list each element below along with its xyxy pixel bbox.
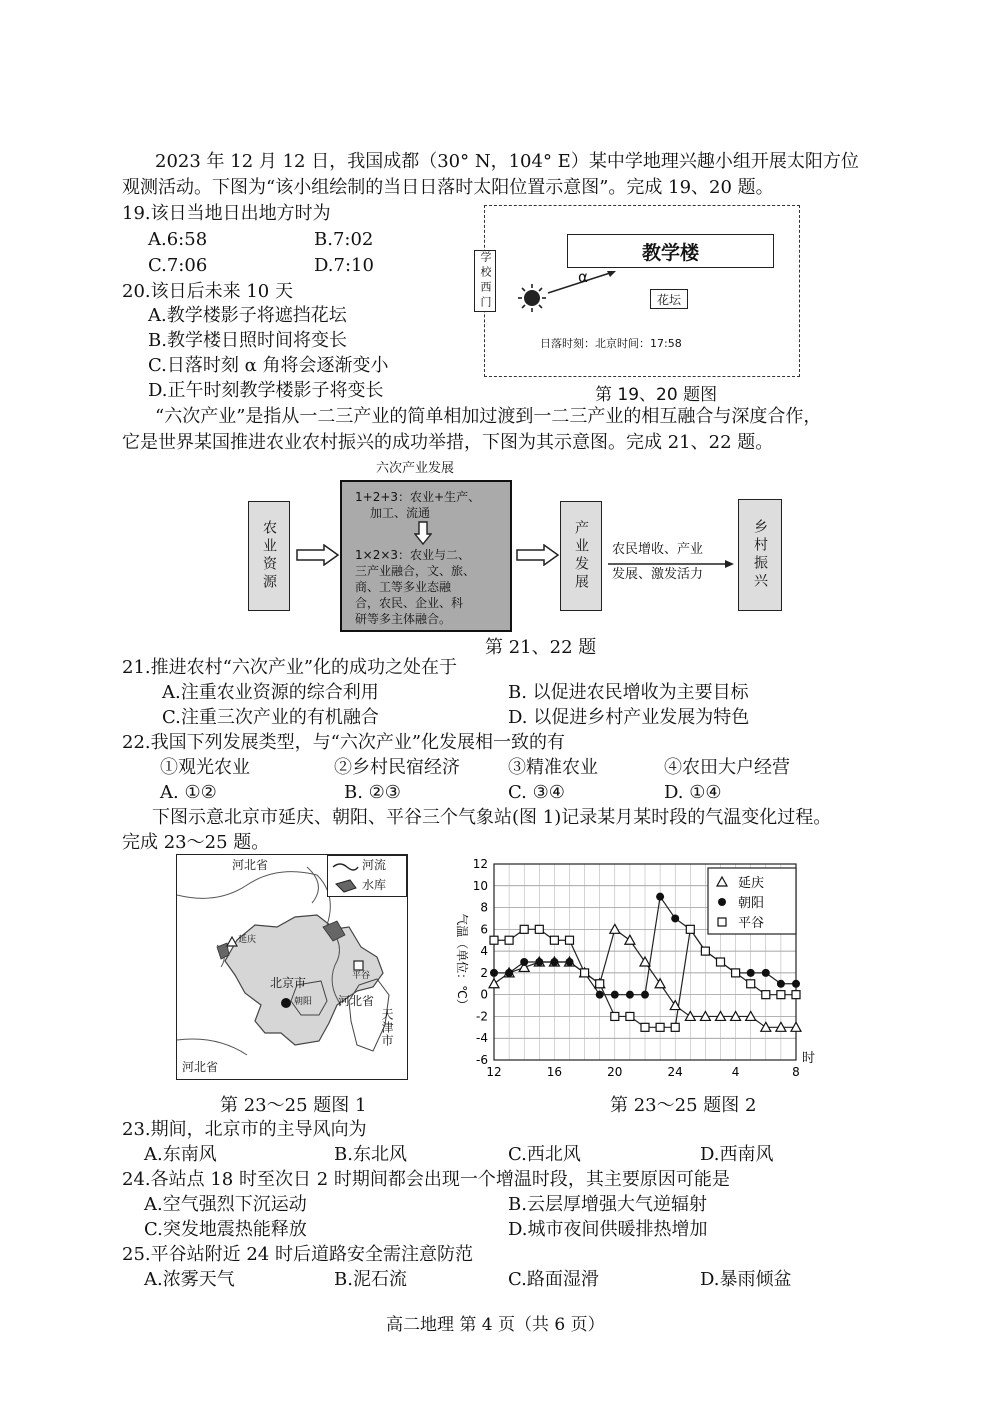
legend-label: 平谷	[738, 916, 765, 931]
river-legend-icon	[333, 864, 358, 870]
arrow-right-icon	[516, 544, 560, 566]
data-point-triangle	[625, 935, 635, 944]
x-tick-label: 20	[607, 1065, 623, 1079]
data-point-square	[747, 980, 755, 988]
q19-option-d: D.7:10	[314, 255, 374, 276]
q24-option-c: C.突发地震热能释放	[144, 1219, 307, 1240]
data-point-square	[581, 969, 589, 977]
sun-sight-line	[510, 260, 620, 315]
intro3-line-2: 完成 23～25 题。	[122, 832, 270, 853]
industry-development-box: 产业发展	[560, 501, 602, 611]
q23-option-d: D.西南风	[700, 1144, 774, 1165]
teaching-building: 教学楼	[567, 234, 774, 268]
q24-option-d: D.城市夜间供暖排热增加	[508, 1219, 708, 1240]
fig-21-22-caption: 第 21、22 题	[485, 637, 597, 658]
arrow-text-line-2: 发展、激发活力	[612, 567, 704, 582]
six-industry-title: 六次产业发展	[376, 461, 455, 476]
data-point-circle	[520, 958, 528, 966]
x-tick-label: 4	[731, 1065, 740, 1079]
rural-revitalization-box: 乡村振兴	[738, 499, 782, 611]
legend-icons	[330, 860, 360, 896]
x-tick-label: 12	[486, 1065, 502, 1079]
q22-option-c: C. ③④	[508, 782, 565, 803]
west-gate-label: 学校西门	[474, 250, 496, 312]
data-point-circle	[671, 914, 679, 922]
data-point-square	[535, 925, 543, 933]
hebei-mid-label: 河北省	[338, 994, 375, 1008]
q22-item-4: ④农田大户经营	[664, 757, 790, 778]
q21-option-b: B. 以促进农民增收为主要目标	[508, 682, 749, 703]
q19-option-a: A.6:58	[148, 229, 208, 250]
data-point-triangle	[640, 957, 650, 966]
q25-option-a: A.浓雾天气	[144, 1269, 235, 1290]
q21-option-a: A.注重农业资源的综合利用	[162, 682, 379, 703]
data-point-circle	[566, 958, 574, 966]
q22-item-3: ③精准农业	[508, 757, 598, 778]
yanqing-label: 延庆	[238, 935, 257, 945]
tianjin-label: 天津市	[380, 1008, 394, 1047]
center-bottom-line-5: 研等多主体融合。	[355, 612, 452, 626]
data-point-square	[777, 991, 785, 999]
q20-option-c: C.日落时刻 α 角将会逐渐变小	[148, 355, 389, 376]
x-tick-label: 16	[546, 1065, 563, 1079]
q22-item-2: ②乡村民宿经济	[334, 757, 460, 778]
intro2-line-2: 它是世界某国推进农业农村振兴的成功举措，下图为其示意图。完成 21、22 题。	[122, 432, 774, 453]
arrow-down-icon	[414, 521, 432, 545]
data-point-circle	[656, 893, 664, 901]
flower-bed: 花坛	[650, 289, 688, 309]
data-point-triangle	[655, 979, 665, 988]
data-point-circle	[792, 980, 800, 988]
legend-label: 朝阳	[738, 896, 765, 911]
legend-label: 延庆	[738, 876, 765, 891]
q23-option-c: C.西北风	[508, 1144, 581, 1165]
q21-option-c: C.注重三次产业的有机融合	[162, 707, 379, 728]
hebei-top-label: 河北省	[232, 858, 269, 872]
q20-stem: 20.该日后未来 10 天	[122, 281, 293, 302]
y-axis-label: 气温（单位：℃）	[455, 913, 469, 1011]
q19-option-c: C.7:06	[148, 255, 208, 276]
chaoyang-label: 朝阳	[294, 997, 313, 1007]
data-point-square	[762, 991, 770, 999]
sun-icon	[518, 284, 546, 312]
y-tick-label: 0	[480, 987, 488, 1002]
q25-option-c: C.路面湿滑	[508, 1269, 599, 1290]
data-point-square	[550, 936, 558, 944]
legend-marker-square	[718, 918, 726, 926]
arrow-text-line-1: 农民增收、产业	[612, 542, 704, 557]
q25-stem: 25.平谷站附近 24 时后道路安全需注意防范	[122, 1244, 473, 1265]
legend-reservoir-label: 水库	[362, 878, 387, 892]
q22-option-d: D. ①④	[664, 782, 722, 803]
q23-stem: 23.期间，北京市的主导风向为	[122, 1119, 367, 1140]
fig-19-20-caption: 第 19、20 题图	[595, 385, 718, 405]
map-caption: 第 23～25 题图 1	[220, 1095, 367, 1116]
data-point-square	[490, 936, 498, 944]
legend-river-label: 河流	[362, 858, 387, 872]
yanqing-marker-icon	[226, 936, 238, 948]
data-point-square	[505, 936, 513, 944]
data-point-square	[732, 969, 740, 977]
y-tick-label: 8	[480, 900, 488, 915]
data-point-square	[641, 1023, 649, 1031]
center-top-line-2: 加工、流通	[370, 506, 431, 520]
intro3-line-1: 下图示意北京市延庆、朝阳、平谷三个气象站(图 1)记录某月某时段的气温变化过程。	[152, 807, 832, 828]
data-point-square	[596, 980, 604, 988]
q22-stem: 22.我国下列发展类型，与“六次产业”化发展相一致的有	[122, 732, 566, 753]
y-tick-label: 4	[480, 944, 488, 959]
center-bottom-line-3: 商、工等多业态融	[355, 580, 452, 594]
q20-option-d: D.正午时刻教学楼影子将变长	[148, 380, 384, 401]
data-point-square	[611, 1012, 619, 1020]
intro-line-2: 观测活动。下图为“该小组绘制的当日日落时太阳位置示意图”。完成 19、20 题。	[122, 177, 774, 198]
data-point-circle	[490, 969, 498, 977]
intro-line-1: 2023 年 12 月 12 日，我国成都（30° N，104° E）某中学地理兴趣小组开展太阳方位	[155, 151, 859, 172]
q24-stem: 24.各站点 18 时至次日 2 时期间都会出现一个增温时段，其主要原因可能是	[122, 1169, 730, 1190]
sunset-time-label: 日落时刻：北京时间：17:58	[540, 337, 682, 350]
beijing-label: 北京市	[270, 976, 307, 990]
q25-option-d: D.暴雨倾盆	[700, 1269, 792, 1290]
data-point-circle	[505, 969, 513, 977]
center-bottom-line-2: 三产业融合，文、旅、	[355, 564, 476, 578]
data-point-square	[626, 1012, 634, 1020]
chaoyang-marker-icon	[279, 996, 293, 1010]
data-point-circle	[747, 969, 755, 977]
q20-option-b: B.教学楼日照时间将变长	[148, 330, 347, 351]
intro2-line-1: “六次产业”是指从一二三产业的简单相加过渡到一二三产业的相互融合与深度合作，	[155, 406, 822, 427]
data-point-circle	[777, 980, 785, 988]
y-tick-label: 6	[480, 922, 488, 937]
y-tick-label: 10	[472, 878, 488, 893]
data-point-square	[656, 1023, 664, 1031]
hebei-bottom-label: 河北省	[182, 1060, 219, 1074]
data-point-square	[520, 925, 528, 933]
center-top-line-1: 1+2+3：农业+生产、	[355, 490, 481, 504]
data-point-circle	[762, 969, 770, 977]
q21-option-d: D. 以促进乡村产业发展为特色	[508, 707, 750, 728]
q20-option-a: A.教学楼影子将遮挡花坛	[148, 305, 347, 326]
data-point-square	[566, 936, 574, 944]
y-tick-label: -6	[476, 1053, 488, 1067]
q21-stem: 21.推进农村“六次产业”化的成功之处在于	[122, 657, 458, 678]
data-point-square	[686, 925, 694, 933]
page-footer: 高二地理 第 4 页（共 6 页）	[386, 1315, 605, 1335]
arrow-right-icon	[296, 544, 340, 566]
q24-option-a: A.空气强烈下沉运动	[144, 1194, 307, 1215]
q22-item-1: ①观光农业	[160, 757, 250, 778]
data-point-square	[671, 1023, 679, 1031]
q19-option-b: B.7:02	[314, 229, 374, 250]
chart-caption: 第 23～25 题图 2	[610, 1095, 757, 1116]
y-tick-label: -4	[476, 1031, 488, 1046]
data-point-triangle	[610, 924, 620, 933]
pinggu-label: 平谷	[352, 971, 371, 981]
q22-option-a: A. ①②	[160, 782, 217, 803]
agri-resources-box: 农业资源	[248, 501, 290, 611]
data-point-circle	[535, 958, 543, 966]
data-point-circle	[641, 991, 649, 999]
y-tick-label: 2	[480, 965, 488, 980]
data-point-square	[701, 947, 709, 955]
data-point-circle	[626, 991, 634, 999]
center-bottom-line-4: 合，农民、企业、科	[355, 596, 464, 610]
data-point-triangle	[489, 979, 499, 988]
center-bottom-line-1: 1×2×3：农业与二、	[355, 548, 471, 562]
y-tick-label: 12	[472, 857, 488, 871]
q19-stem: 19.该日当地日出地方时为	[122, 203, 331, 224]
alpha-angle-label: α	[578, 268, 588, 286]
x-tick-label: 24	[667, 1065, 683, 1079]
q25-option-b: B.泥石流	[334, 1269, 407, 1290]
q23-option-b: B.东北风	[334, 1144, 407, 1165]
legend-marker-circle	[718, 898, 726, 906]
x-axis-label: 时	[802, 1051, 816, 1066]
data-point-circle	[611, 991, 619, 999]
data-point-circle	[596, 991, 604, 999]
q24-option-b: B.云层厚增强大气逆辐射	[508, 1194, 707, 1215]
reservoir-legend-icon	[336, 880, 356, 892]
data-point-square	[717, 958, 725, 966]
y-tick-label: -2	[476, 1009, 488, 1024]
temperature-chart	[440, 852, 820, 1092]
x-tick-label: 8	[792, 1065, 800, 1079]
q22-option-b: B. ②③	[344, 782, 401, 803]
data-point-circle	[550, 958, 558, 966]
q23-option-a: A.东南风	[144, 1144, 217, 1165]
data-point-square	[792, 991, 800, 999]
